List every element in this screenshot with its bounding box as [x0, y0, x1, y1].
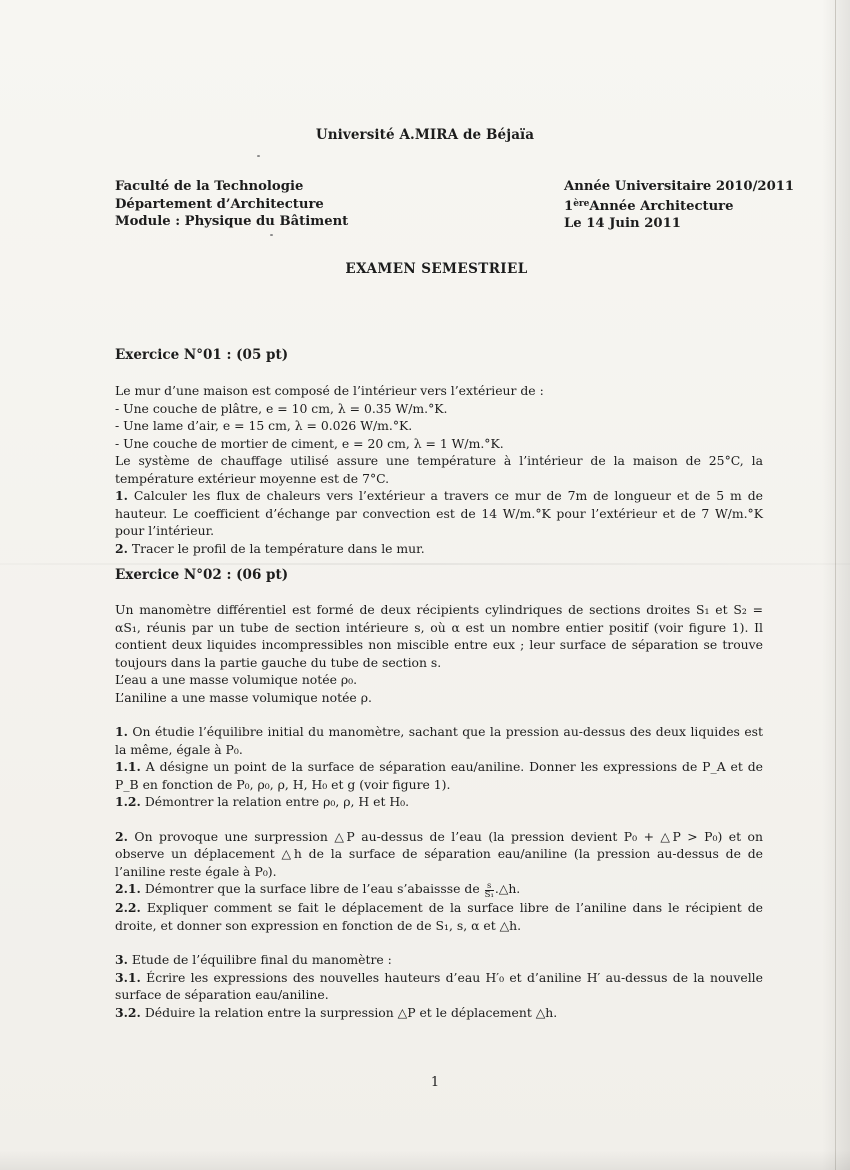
- ex2-question-1-2: 1.2. Démontrer la relation entre ρ₀, ρ, H et H₀.: [115, 794, 410, 809]
- exercise-2-title: Exercice N°02 : (06 pt): [115, 567, 289, 583]
- page-number: 1: [430, 1075, 440, 1090]
- exercise-2-body: [115, 601, 763, 1021]
- ex2-question-2-2: 2.2. Expliquer comment se fait le déplacement de la surface libre de l’aniline dans le récipient de droite, et donner son expression en fonction de de S₁, s, α et △h.: [115, 900, 763, 933]
- department: Département d’Architecture: [115, 196, 324, 212]
- ex1-layer-air: - Une lame d’air, e = 15 cm, λ = 0.026 W/m.°K.: [115, 418, 413, 433]
- ex2-question-1-1: 1.1. A désigne un point de la surface de séparation eau/aniline. Donner les expressions de P_A et de P_B en fonction de P₀, ρ₀, ρ, H, H₀ et g (voir figure 1).: [115, 759, 763, 792]
- ex1-heating: Le système de chauffage utilisé assure une température à l’intérieur de la maison de 25°C, la température extérieur moyenne est de 7°C.: [115, 453, 763, 486]
- header-left: [115, 178, 348, 231]
- academic-year: Année Universitaire 2010/2011: [564, 179, 795, 194]
- ex1-layer-plaster: - Une couche de plâtre, e = 10 cm, λ = 0.35 W/m.°K.: [115, 400, 448, 416]
- ex2-question-3-2: 3.2. Déduire la relation entre la surpression △P et le déplacement △h.: [115, 1004, 558, 1020]
- fraction-s-over-s1: $\frac{s}{\text{S₁}}$: [484, 881, 494, 900]
- scan-speck: [257, 155, 260, 157]
- exam-date: Le 14 Juin 2011: [564, 216, 681, 231]
- study-level: 1èreAnnée Architecture: [564, 198, 734, 214]
- exercise-1-title: Exercice N°01 : (05 pt): [115, 347, 289, 363]
- module: Module : Physique du Bâtiment: [115, 214, 349, 229]
- ex2-question-3-1: 3.1. Écrire les expressions des nouvelles hauteurs d’eau H′₀ et d’aniline H′ au-dessus de la nouvelle surface de séparation eau/aniline.: [115, 969, 763, 1002]
- scan-speck: [270, 234, 273, 236]
- fold-crease: [0, 563, 850, 565]
- ex2-question-2-1: 2.1. Démontrer que la surface libre de l’eau s’abaissse de $\frac{s}{\text{S₁}}$ .△h.: [115, 881, 521, 900]
- ex2-aniline: L’aniline a une masse volumique notée ρ.: [115, 689, 372, 705]
- ex2-part-1: 1. On étudie l’équilibre initial du manomètre, sachant que la pression au-dessus des deux liquides est la même, égale à P₀.: [115, 724, 763, 757]
- ex2-water: L’eau a une masse volumique notée ρ₀.: [115, 672, 358, 687]
- faculty: Faculté de la Technologie: [115, 179, 304, 194]
- ex1-question-1: 1. Calculer les flux de chaleurs vers l’extérieur a travers ce mur de 7m de longueur et de 5 m de hauteur. Le coefficient d’échange par convection est de 14 W/m.°K pour l’extérieur et de 7 W/m.°K pour l’intérieur.: [115, 488, 763, 538]
- ex1-intro: Le mur d’une maison est composé de l’intérieur vers l’extérieur de :: [115, 383, 544, 398]
- exam-title: EXAMEN SEMESTRIEL: [345, 261, 528, 277]
- page-edge-line: [835, 0, 836, 1170]
- ex2-intro: Un manomètre différentiel est formé de deux récipients cylindriques de sections droites S₁ et S₂ = αS₁, réunis par un tube de section intérieure s, où α est un nombre entier positif (voir figure 1). Il contient deux liquides incompressibles non miscible entre eux ; leur surface de séparation se trouve toujours dans la partie gauche du tube de section s.: [115, 602, 763, 670]
- page-bottom-shadow: [0, 1150, 850, 1170]
- ex2-part-3: 3. Etude de l’équilibre final du manomètre :: [115, 952, 392, 967]
- university-name: Université A.MIRA de Béjaïa: [315, 127, 535, 143]
- ex1-layer-mortar: - Une couche de mortier de ciment, e = 20 cm, λ = 1 W/m.°K.: [115, 435, 504, 451]
- page-edge-shadow: [822, 0, 850, 1170]
- ex2-part-2: 2. On provoque une surpression △P au-dessus de l’eau (la pression devient P₀ + △P > P₀) et on observe un déplacement △h de la surface de séparation eau/aniline (la pression au-dessus de de l’aniline reste égale à P₀).: [115, 828, 763, 879]
- ex1-question-2: 2. Tracer le profil de la température dans le mur.: [115, 540, 425, 556]
- header-right: [564, 178, 794, 233]
- exercise-1-body: [115, 382, 763, 557]
